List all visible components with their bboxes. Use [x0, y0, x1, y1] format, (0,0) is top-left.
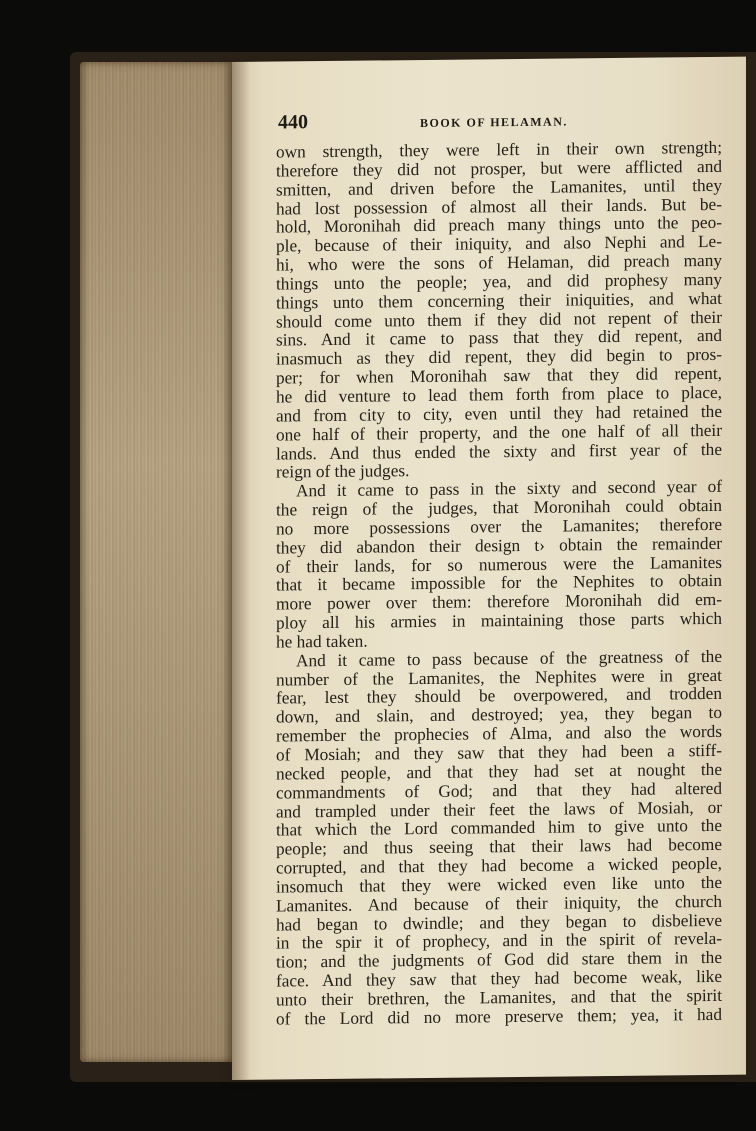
page-number: 440 [278, 111, 308, 134]
text-line: hi, who were the sons of Helaman, did preach many [276, 250, 722, 275]
text-line: things unto them concerning their iniquities, and what [276, 288, 722, 313]
text-line: that which the Lord commanded him to give unto the [276, 816, 722, 840]
text-line: had began to dwindle; and they began to disbelieve [276, 910, 722, 935]
text-line: And it came to pass in the sixty and second year of [296, 477, 722, 501]
text-line: the reign of the judges, that Moronihah could obtain [276, 495, 722, 520]
text-line: insomuch that they were wicked even like unto the [276, 872, 722, 897]
text-line: And it came to pass because of the greatness of the [296, 646, 722, 671]
text-line: reign of the judges. [276, 461, 410, 482]
text-line: he had taken. [276, 631, 368, 652]
text-line: inasmuch as they did repent, they did begin to pros- [276, 345, 722, 369]
text-line: of the Lord did no more preserve them; yea, it had [276, 1004, 722, 1029]
text-line: therefore they did not prosper, but were afflicted and [276, 156, 722, 181]
running-head: BOOK OF HELAMAN. [420, 114, 568, 131]
text-line: and trampled under their feet the laws of Mosiah, or [276, 797, 722, 822]
text-line: they did abandon their design t› obtain the remainder [276, 533, 722, 558]
text-line: he did venture to lead them forth from place to place, [276, 382, 722, 407]
page-edges [80, 62, 240, 1062]
text-line: remember the prophecies of Alma, and also the words [276, 722, 722, 746]
text-line: and from city to city, even until they had retained the [276, 401, 722, 426]
text-line: unto their brethren, the Lamanites, and that the spirit [276, 985, 722, 1010]
text-line: hold, Moronihah did preach many things unto the peo- [276, 213, 722, 237]
text-line: sins. And it came to pass that they did repent, and [276, 326, 722, 350]
text-line: fear, lest they should be overpowered, and trodden [276, 684, 722, 709]
text-line: had lost possession of almost all their lands. But be- [276, 194, 722, 219]
text-line: no more possessions over the Lamanites; therefore [276, 514, 722, 539]
text-line: things unto the people; yea, and did prophesy many [276, 269, 722, 294]
text-line: that it became impossible for the Nephites to obtain [276, 571, 722, 595]
text-line: lands. And thus ended the sixty and first year of the [276, 439, 722, 464]
text-line: one half of their property, and the one half of all their [276, 420, 722, 445]
text-line: tion; and the judgments of God did stare them in the [276, 948, 722, 972]
text-line: of their lands, for so numerous were the Lamanites [276, 552, 722, 577]
text-line: commandments of God; and that they had altered [276, 778, 722, 803]
text-line: smitten, and driven before the Lamanites, until they [276, 175, 722, 200]
page-header [278, 107, 726, 138]
text-line: down, and slain, and destroyed; yea, they began to [276, 703, 722, 727]
text-line: more power over them: therefore Moronihah did em- [276, 590, 722, 614]
text-line: Lamanites. And because of their iniquity, the church [276, 891, 722, 916]
text-line: should come unto them if they did not repent of their [276, 307, 722, 332]
text-line: face. And they saw that they had become weak, like [276, 966, 722, 991]
text-line: necked people, and that they had set at nought the [276, 759, 722, 784]
text-line: own strength, they were left in their own strength; [276, 137, 722, 162]
text-line: people; and thus seeing that their laws had become [276, 835, 722, 859]
text-line: ploy all his armies in maintaining those parts which [276, 608, 722, 633]
text-line: corrupted, and that they had become a wicked people, [276, 853, 722, 878]
body-text [276, 139, 722, 1029]
text-line: number of the Lamanites, the Nephites were in great [276, 665, 722, 690]
book-page [232, 57, 746, 1080]
text-line: of Mosiah; and they saw that they had been a stiff- [276, 740, 722, 765]
text-line: per; for when Moronihah saw that they did repent, [276, 363, 722, 388]
text-line: in the spir it of prophecy, and in the spirit of revela- [276, 929, 722, 953]
text-line: ple, because of their iniquity, and also Nephi and Le- [276, 232, 722, 256]
